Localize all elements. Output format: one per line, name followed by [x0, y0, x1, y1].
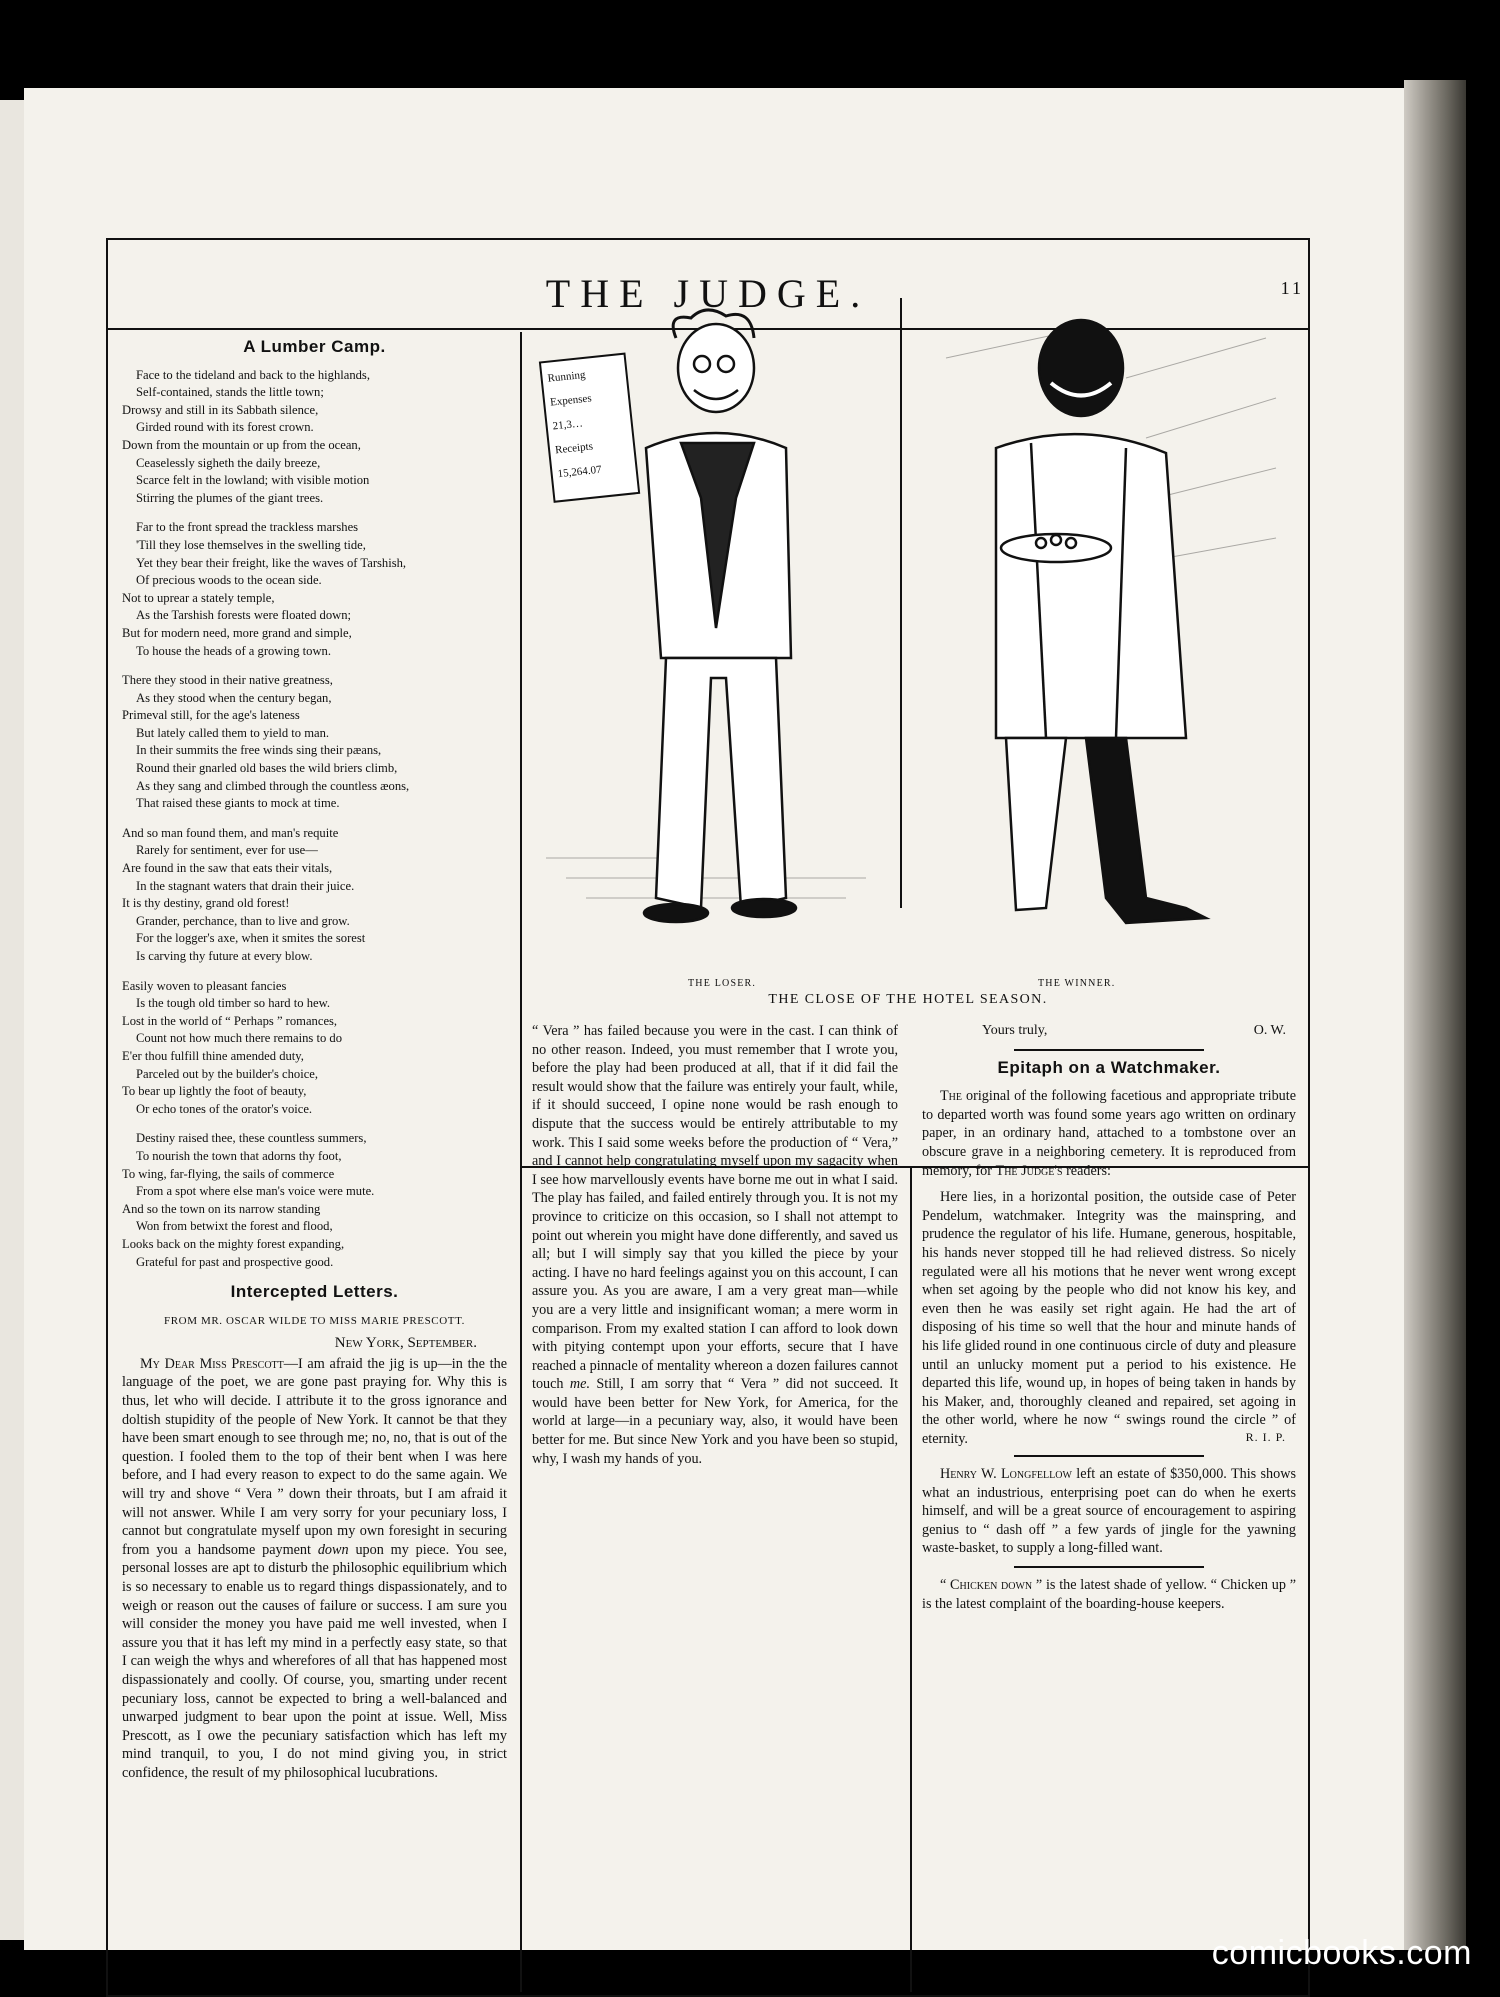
- winner-figure: [996, 320, 1206, 923]
- column-left: [122, 332, 507, 1783]
- cartoon-right-label: THE WINNER.: [1038, 978, 1116, 989]
- poem-line: It is thy destiny, grand old forest!: [122, 896, 290, 911]
- page-number: 11: [1280, 278, 1304, 298]
- column-rule-1: [520, 332, 522, 1992]
- longfellow-lead: Henry W. Longfellow: [940, 1466, 1072, 1483]
- poem-line: To nourish the town that adorns thy foot,: [136, 1148, 342, 1163]
- letter-p1-end: upon my piece. You see, personal losses are apt to disturb the philosophic equilibrium which is so necessary to enable us to regard things dispassionately, and to weigh or reason out the causes of failure or success. I am sure you will consider the money you have paid me well invested, when I assure you that it has left my mind in a perfectly easy state, so that I can weigh the whys and wherefores of all that has happened most dispassionately and coolly. Of course, you, smarting under recent pecuniary loss, cannot be expected to bring a well-balanced and unwarped judgment to bear upon the point at issue. Well, Miss Prescott, as I owe the pecuniary satisfaction which has left my mind tranquil, to you, I do not mind giving you, in strict confidence, the result of my philosophical lucubrations.: [122, 1541, 507, 1781]
- letter-paragraph-1: [122, 1355, 507, 1783]
- poem-line: Round their gnarled old bases the wild briers climb,: [136, 761, 398, 776]
- poem-line: Rarely for sentiment, ever for use—: [136, 843, 318, 858]
- loser-figure: [644, 310, 796, 922]
- poem-line: As they sang and climbed through the countless æons,: [136, 778, 410, 793]
- chicken-paragraph: [922, 1576, 1296, 1613]
- poem-line: 'Till they lose themselves in the swelling tide,: [136, 537, 366, 552]
- poem-line: Is carving thy future at every blow.: [136, 949, 313, 963]
- epitaph-intro: [922, 1087, 1296, 1180]
- epitaph-body: Here lies, in a horizontal position, the outside case of Peter Pendelum, watchmaker. Integrity was the mainspring, and prudence the regulator of his life. Humane, generous, hospitable, his hands never stopped till he had relieved distress. So nicely regulated were all his motions that he never went wrong except when set agoing by the people who did not know his key, and even then he was easily set right again. He had the art of disposing of his time so well that the hour and minute hands of his life glided round in one continuous circle of duty and pleasure until an unlucky moment put a period to his existence. He departed this life, wound up, in hopes of being taken in hands by his Maker, and, thoroughly cleaned and repaired, set agoing in the other world, where he now “ swings round the circle ” of eternity.: [922, 1189, 1296, 1447]
- letter-signoff: [922, 1022, 1296, 1041]
- poem-line: In the stagnant waters that drain their juice.: [136, 878, 355, 893]
- letter-p2-text: “ Vera ” has failed because you were in the cast. I can think of no other reason. Indeed, you must remember that I wrote you, before the play had been produced at all, that if it did fail the result would show that the failure was entirely your fault, while, if it should succeed, I opine none would be rash enough to dispute that the success would be entirely attributable to my work. This I said some weeks before the production of “ Vera,” and I cannot help congratulating myself upon my sagacity when I see how marvellously events have borne me out in what I said. The play has failed, and failed entirely through you. It is not my province to criticize on this occasion, so I shall not attempt to point out wherein you might have done differently, and saved us all; but I will simply say that you killed the piece by your acting. I have no hard feelings against you on this account, I can assure you. As you are aware, I am a very great man—while you are a very little and insignificant woman; a mere worm in comparison. From my exalted station I can afford to look down with pitying contempt upon your efforts, secure that I have reached a pinnacle of mentality whereon a dozen failures cannot touch: [532, 1023, 898, 1393]
- letter-salutation: My Dear Miss Prescott: [140, 1355, 284, 1372]
- poem-line: Self-contained, stands the little town;: [136, 385, 324, 400]
- poem-line: Easily woven to pleasant fancies: [122, 978, 287, 993]
- chicken-text: is the latest shade of yellow. “ Chicken up ” is the latest complaint of the boarding-house keepers.: [922, 1577, 1296, 1612]
- poem-line: Count not how much there remains to do: [136, 1031, 343, 1046]
- cartoon-left-label: THE LOSER.: [688, 978, 757, 989]
- page-frame: [106, 238, 1310, 1997]
- poem-line: As they stood when the century began,: [136, 690, 332, 705]
- poem-line: And so the town on its narrow standing: [122, 1201, 321, 1216]
- poem-line: Ceaselessly sigheth the daily breeze,: [136, 455, 321, 470]
- poem-stanza: [122, 825, 507, 966]
- divider-rule: [1014, 1049, 1204, 1051]
- poem-line: To house the heads of a growing town.: [136, 643, 331, 658]
- longfellow-paragraph: [922, 1465, 1296, 1558]
- poem-line: To wing, far-flying, the sails of commerce: [122, 1166, 335, 1181]
- poem-line: Won from betwixt the forest and flood,: [136, 1219, 333, 1234]
- longfellow-text: left an estate of $350,000. This shows what an industrious, enterprising poet can do when he exerts himself, and will be a great source of encouragement to aspiring genius to “ dash off ” a few yards of jingle for the yawning waste-basket, to supply a long-filled want.: [922, 1466, 1296, 1557]
- poem-line: Destiny raised thee, these countless summers,: [136, 1131, 367, 1146]
- letter-p1-emphasis: down: [317, 1541, 349, 1558]
- poem-stanza: [122, 367, 507, 508]
- cartoon-caption: THE CLOSE OF THE HOTEL SEASON.: [768, 992, 1048, 1007]
- letter-from-line: FROM MR. OSCAR WILDE TO MISS MARIE PRESCOTT.: [164, 1314, 465, 1327]
- epitaph-intro-judge: The Judge's: [995, 1162, 1063, 1179]
- poem-line: E'er thou fulfill thine amended duty,: [122, 1048, 304, 1063]
- poem-line: Grateful for past and prospective good.: [136, 1254, 334, 1269]
- letter-place-date: New York, September.: [334, 1335, 477, 1352]
- book-edge: [1404, 80, 1466, 1950]
- poem-line: Lost in the world of “ Perhaps ” romances,: [122, 1013, 338, 1028]
- poem-line: There they stood in their native greatness,: [122, 673, 333, 688]
- poem-line: Of precious woods to the ocean side.: [136, 573, 322, 588]
- poem-line: But for modern need, more grand and simple,: [122, 625, 352, 640]
- poem-stanza: [122, 672, 507, 813]
- poem-line: Far to the front spread the trackless marshes: [136, 520, 359, 535]
- poem-line: Primeval still, for the age's lateness: [122, 708, 300, 723]
- chicken-lead: “ Chicken down ”: [940, 1577, 1043, 1594]
- paper-line: Running: [547, 368, 587, 385]
- poem-line: Down from the mountain or up from the ocean,: [122, 437, 361, 452]
- poem-stanza: [122, 978, 507, 1119]
- divider-rule: [1014, 1455, 1204, 1457]
- letter-paragraph-2: [532, 1022, 898, 1468]
- poem-line: Yet they bear their freight, like the waves of Tarshish,: [136, 555, 407, 570]
- poem-line: From a spot where else man's voice were mute.: [136, 1184, 375, 1199]
- column-middle: [532, 1022, 898, 1476]
- cartoon-illustration: [526, 298, 1292, 960]
- paper-line: Expenses: [549, 392, 593, 409]
- poem-stanza: [122, 1130, 507, 1271]
- epitaph-intro-end: readers:: [1066, 1162, 1111, 1179]
- poem-line: Or echo tones of the orator's voice.: [136, 1101, 313, 1116]
- paper-line: 21,3…: [552, 417, 584, 433]
- poem-line: Are found in the saw that eats their vitals,: [122, 861, 333, 876]
- poem-line: And so man found them, and man's requite: [122, 825, 339, 840]
- letter-p1-text: —I am afraid the jig is up—in the the language of the poet, we are gone past praying for. Why this is thus, let who will decide. I attribute it to the gross ignorance and doltish stupidity of the people of New York. It cannot be that they have been smart enough to see through me; no, no, that is out of the question. I fooled them to the top of their bent when I was here before, and I had every reason to expect to do the same again. We will try and shove “ Vera ” down their throats, but I am afraid it will not answer. While I am very sorry for your pecuniary loss, I cannot but congratulate myself upon my own foresight in securing from you a handsome payment: [122, 1355, 507, 1558]
- epitaph-sign: R. I. P.: [1245, 1430, 1286, 1445]
- poem-title: A Lumber Camp.: [243, 337, 386, 356]
- poem-line: As the Tarshish forests were floated down;: [136, 608, 352, 623]
- epitaph-title: Epitaph on a Watchmaker.: [997, 1057, 1221, 1077]
- poem-line: Looks back on the mighty forest expanding,: [122, 1236, 345, 1251]
- poem-line: To bear up lightly the foot of beauty,: [122, 1084, 307, 1099]
- letter-p2-emphasis: me.: [569, 1376, 591, 1393]
- poem-line: Grander, perchance, than to live and grow.: [136, 913, 350, 928]
- column-rule-2: [910, 1168, 912, 1992]
- letters-title: Intercepted Letters.: [230, 1282, 399, 1302]
- paper-line: Receipts: [554, 440, 594, 457]
- poem-body: [122, 367, 507, 1272]
- column-right: [922, 1022, 1296, 1621]
- poem-line: That raised these giants to mock at time.: [136, 796, 340, 811]
- watermark: comicbooks.com: [1211, 1934, 1472, 1972]
- letter-signature: O. W.: [1253, 1023, 1286, 1038]
- poem-line: In their summits the free winds sing their pæans,: [136, 743, 382, 758]
- poem-line: Parceled out by the builder's choice,: [136, 1066, 319, 1081]
- magazine-page: [24, 88, 1404, 1950]
- poem-line: But lately called them to yield to man.: [136, 725, 330, 740]
- poem-line: Girded round with its forest crown.: [136, 420, 314, 435]
- letter-p2-end: Still, I am sorry that “ Vera ” did not succeed. It would have been better for New York, for America, for the world at large—in a pecuniary way, also, it would have been better for me. But since New York and you have been so stupid, why, I wash my hands of you.: [532, 1376, 899, 1467]
- poem-line: Stirring the plumes of the giant trees.: [136, 490, 324, 505]
- facing-page-edge: [0, 100, 26, 1940]
- poem-line: Scarce felt in the lowland; with visible motion: [136, 473, 370, 488]
- divider-rule: [1014, 1566, 1204, 1568]
- poem-line: Drowsy and still in its Sabbath silence,: [122, 402, 319, 417]
- poem-line: Not to uprear a stately temple,: [122, 590, 275, 605]
- poem-line: For the logger's axe, when it smites the sorest: [136, 931, 366, 946]
- letter-closing: Yours truly,: [982, 1023, 1048, 1038]
- poem-line: Face to the tideland and back to the highlands,: [136, 367, 370, 382]
- epitaph-intro-lead: The: [940, 1088, 962, 1105]
- epitaph-intro-text: original of the following facetious and appropriate tribute to departed worth was found some years ago written on ordinary paper, in an ordinary hand, attached to a tombstone over an obscure grave in a neighboring cemetery. It is reproduced from memory, for: [922, 1088, 1296, 1179]
- paper-line: 15,264.07: [557, 463, 603, 481]
- masthead: THE JUDGE.: [545, 271, 871, 316]
- poem-stanza: [122, 519, 507, 660]
- expense-paper: [540, 354, 639, 502]
- poem-line: Is the tough old timber so hard to hew.: [136, 996, 331, 1011]
